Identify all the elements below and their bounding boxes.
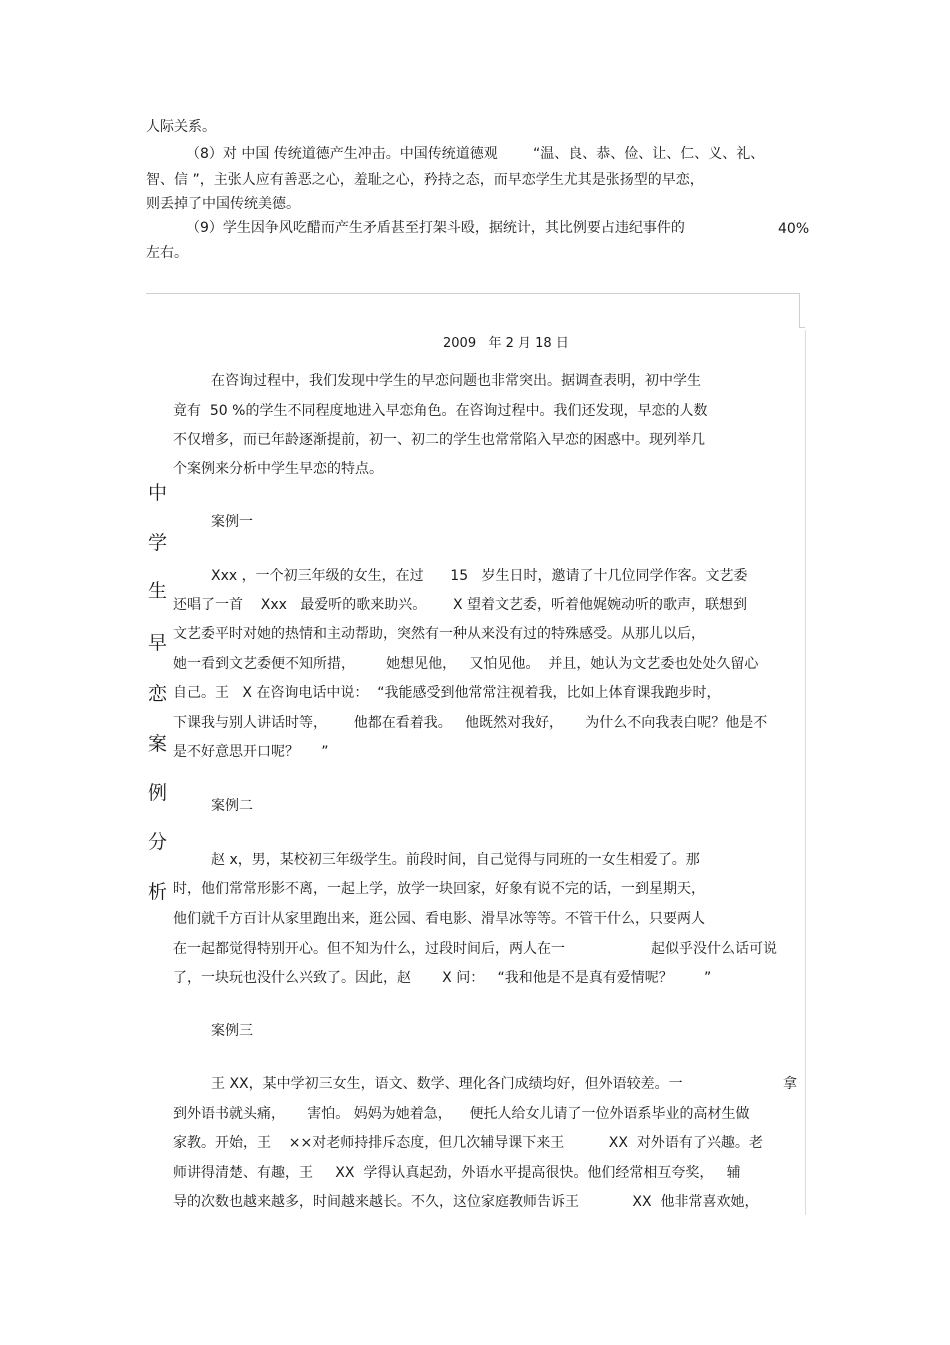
- text-line: 文艺委平时对她的热情和主动帮助，突然有一种从来没有过的特殊感受。从那儿以后，: [173, 626, 705, 642]
- text-line: 在咨询过程中，我们发现中学生的早恋问题也非常突出。据调查表明，初中学生: [211, 373, 701, 389]
- report-date: 2009 年 2 月 18 日: [443, 336, 569, 351]
- text-line: 到外语书就头痛， 害怕。 妈妈为她着急， 便托人给女儿请了一位外语系毕业的高材生做: [173, 1106, 750, 1122]
- text-line: 竟有 50 %的学生不同程度地进入早恋角色。在咨询过程中。我们还发现，早恋的人数: [173, 403, 708, 419]
- frame-right-edge: [805, 330, 806, 1215]
- text-line: （9）学生因争风吃醋而产生矛盾甚至打架斗殴，据统计，其比例要占违纪事件的: [186, 220, 685, 236]
- text-line: 左右。: [146, 245, 188, 261]
- text-line: 家教。开始，王 ××对老师持排斥态度，但几次辅导课下来王 XX 对外语有了兴趣。老: [173, 1135, 763, 1151]
- frame-corner-tick: [799, 327, 805, 328]
- title-char: 生: [148, 580, 168, 602]
- text-line: 自己。王 X 在咨询电话中说： “我能感受到他常常注视着我，比如上体育课我跑步时，: [173, 685, 721, 701]
- text-line: 时，他们常常形影不离，一起上学，放学一块回家，好象有说不完的话，一到星期天，: [173, 881, 705, 897]
- text-line: 王 XX，某中学初三女生，语文、数学、理化各门成绩均好，但外语较差。一: [211, 1076, 683, 1092]
- text-line: 下课我与别人讲话时等， 他都在看着我。 他既然对我好， 为什么不向我表白呢？他是不: [173, 715, 768, 731]
- title-char: 学: [148, 532, 168, 554]
- text-line: “温、良、恭、俭、让、仁、义、礼、: [533, 146, 765, 162]
- text-line: 拿: [783, 1076, 797, 1092]
- text-line: 则丢掉了中国传统美德。: [146, 196, 300, 212]
- case-heading: 案例三: [211, 1023, 253, 1039]
- title-char: 恋: [148, 683, 168, 705]
- text-line: 她一看到文艺委便不知所措， 她想见他， 又怕见他。 并且，她认为文艺委也处处久留心: [173, 656, 759, 672]
- title-char: 早: [148, 632, 168, 654]
- title-char: 析: [148, 881, 168, 903]
- text-line: 还唱了一首 Xxx 最爱听的歌来助兴。 X 望着文艺委，听着他娓婉动听的歌声，联想到: [173, 597, 748, 613]
- text-line: 他们就千方百计从家里跑出来，逛公园、看电影、滑旱冰等等。不管干什么，只要两人: [173, 911, 705, 927]
- percentage-value: 40%: [778, 221, 810, 237]
- text-line: Xxx ，一个初三年级的女生，在过 15 岁生日时，邀请了十几位同学作客。文艺委: [211, 568, 748, 584]
- text-line: 人际关系。: [146, 119, 216, 135]
- frame-top-border: [146, 293, 800, 294]
- text-line: 了，一块玩也没什么兴致了。因此，赵 X 问： “我和他是不是真有爱情呢？ ”: [173, 970, 712, 986]
- text-line: 导的次数也越来越多，时间越来越长。不久，这位家庭教师告诉王 XX 他非常喜欢她，: [173, 1194, 759, 1210]
- title-char: 案: [148, 733, 168, 755]
- text-line: （8）对 中国 传统道德产生冲击。中国传统道德观: [186, 146, 498, 162]
- title-char: 中: [148, 482, 168, 504]
- text-line: 起似乎没什么话可说: [651, 941, 777, 957]
- case-heading: 案例一: [211, 514, 253, 530]
- title-char: 分: [148, 831, 168, 853]
- text-line: 个案例来分析中学生早恋的特点。: [173, 461, 383, 477]
- text-line: 在一起都觉得特别开心。但不知为什么，过段时间后，两人在一: [173, 941, 565, 957]
- text-line: 智、信 ”，主张人应有善恶之心，羞耻之心，矜持之态，而早恋学生尤其是张扬型的早恋，: [146, 172, 704, 188]
- case-heading: 案例二: [211, 798, 253, 814]
- text-line: 不仅增多，而已年龄逐渐提前，初一、初二的学生也常常陷入早恋的困惑中。现列举几: [173, 432, 705, 448]
- text-line: 师讲得清楚、有趣，王 XX 学得认真起劲，外语水平提高很快。他们经常相互夸奖， 辅: [173, 1165, 741, 1181]
- title-char: 例: [148, 782, 168, 804]
- text-line: 赵 x，男，某校初三年级学生。前段时间，自己觉得与同班的一女生相爱了。那: [211, 852, 700, 868]
- frame-right-border: [799, 293, 800, 328]
- text-line: 是不好意思开口呢？ ”: [173, 744, 329, 760]
